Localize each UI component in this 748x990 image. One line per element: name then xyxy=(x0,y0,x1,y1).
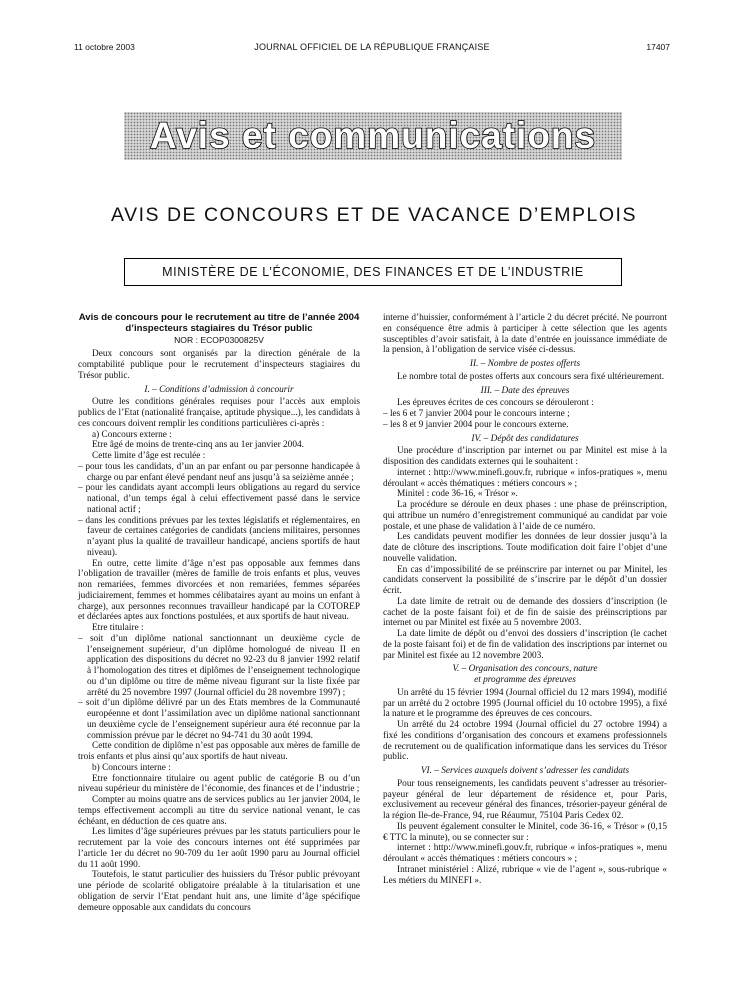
left-column xyxy=(78,313,360,913)
paragraph: Cette limite d’âge est reculée : xyxy=(92,451,206,462)
section-banner xyxy=(124,112,622,160)
ministry-name: MINISTÈRE DE L’ÉCONOMIE, DES FINANCES ET DE L’INDUSTRIE xyxy=(162,265,584,279)
banner-title: Avis et communications xyxy=(149,115,597,156)
paragraph: En outre, cette limite d’âge n’est pas opposable aux femmes dans l’obligation de travailler (mères de famille de trois enfants et plus, veuves non remariées, femmes divorcées et non remariées, femmes séparées judiciairement, femmes et hommes célibataires ayant au moins un enfant à charge), aux personnes reconnues travailleur handicapé par la COTOREP et déclarées aptes aux fonctions postulées, et aux sportifs de haut niveau. xyxy=(78,558,360,623)
nor-reference: NOR : ECOP0300825V xyxy=(174,334,264,345)
section-heading: V. – Organisation des concours, nature et programme des épreuves xyxy=(452,664,598,685)
paragraph: Etre titulaire : xyxy=(92,623,144,634)
paragraph: Un arrêté du 24 octobre 1994 (Journal officiel du 27 octobre 1994) a fixé les conditions d’organisation des concours et examens professionnels de recrutement ou de qualification informatique dans les services du Trésor public. xyxy=(383,720,667,763)
page-header xyxy=(74,38,670,54)
list-item: – les 6 et 7 janvier 2004 pour le concours interne ; xyxy=(383,409,570,419)
paragraph: internet : http://www.minefi.gouv.fr, rubrique « infos-pratiques », menu déroulant « accès thématiques : métiers concours » ; xyxy=(383,467,667,489)
paragraph: Intranet ministériel : Alizé, rubrique « vie de l’agent », sous-rubrique « Les métiers du MINEFI ». xyxy=(383,864,667,886)
section-heading: IV. – Dépôt des candidatures xyxy=(471,433,579,444)
paragraph: Les épreuves écrites de ces concours se dérouleront : xyxy=(397,398,594,409)
section-heading: II. – Nombre de postes offerts xyxy=(469,359,581,369)
right-column xyxy=(383,313,667,886)
paragraph: Un arrêté du 15 février 1994 (Journal officiel du 12 mars 1994), modifié par un arrêté du 2 octobre 1995 (Journal officiel du 10 octobre 1995), a fixé la nature et le programme des épreuves de ces concours. xyxy=(383,687,667,720)
section-heading: III. – Date des épreuves xyxy=(480,385,570,396)
paragraph: Deux concours sont organisés par la direction générale de la comptabilité publique pour le recrutement d’inspecteurs stagiaires du Trésor public. xyxy=(78,349,360,381)
article-title: Avis de concours pour le recrutement au titre de l’année 2004 d’inspecteurs stagiaires du Trésor public xyxy=(78,312,360,334)
paragraph: Ils peuvent également consulter le Minitel, code 36-16, « Trésor » (0,15 € TTC la minute), ou se connecter sur : xyxy=(383,821,667,843)
list-item: – soit d’un diplôme délivré par un des Etats membres de la Communauté européenne et dont l’assimilation avec un diplôme national sanctionnant un deuxième cycle de l’enseignement supérieur aura été reconnue par la commission prévue par le décret no 94-741 du 30 août 1994. xyxy=(78,698,360,741)
paragraph: Compter au moins quatre ans de services publics au 1er janvier 2004, le temps effectivement accompli au titre du service national venant, le cas échéant, en déduction de ces quatre ans. xyxy=(78,795,360,827)
paragraph: Etre âgé de moins de trente-cinq ans au 1er janvier 2004. xyxy=(92,440,304,451)
paragraph: Etre fonctionnaire titulaire ou agent public de catégorie B ou d’un niveau supérieur du ministère de l’économie, des finances et de l’industrie ; xyxy=(78,773,360,795)
paragraph: Pour tous renseignements, les candidats peuvent s’adresser au trésorier-payeur général de leur département de résidence et, pour Paris, exclusivement au receveur général des finances, trésorier-payeur général de la région Ile-de-France, 94, rue Réaumur, 75104 Paris Cedex 02. xyxy=(383,778,667,821)
list-item: – soit d’un diplôme national sanctionnant un deuxième cycle de l’enseignement supérieur, d’un diplôme homologué de niveau II en application des dispositions du décret no 92-23 du 8 janvier 1992 relatif à l’homologation des titres et diplômes de l’enseignement technologique ou d’un diplôme ou titre de même niveau figurant sur la liste fixée par arrêté du 25 novembre 1997 (Journal officiel du 28 novembre 1997) ; xyxy=(78,633,360,698)
section-title: AVIS DE CONCOURS ET DE VACANCE D’EMPLOIS xyxy=(111,204,637,226)
paragraph: Toutefois, le statut particulier des huissiers du Trésor public prévoyant une période de scolarité obligatoire préalable à la titularisation et une obligation de servir l’Etat pendant huit ans, une limite d’âge spécifique demeure opposable aux candidats du concours xyxy=(78,870,360,913)
list-item: – pour tous les candidats, d’un an par enfant ou par personne handicapée à charge ou par enfant élevé pendant neuf ans jusqu’à sa seizième année ; xyxy=(78,461,360,483)
paragraph: Outre les conditions générales requises pour l’accès aux emplois publics de l’Etat (nationalité française, aptitude physique...), les candidats à ces concours doivent remplir les conditions particulières ci-après : xyxy=(78,397,360,429)
list-item: – pour les candidats ayant accompli leurs obligations au regard du service national, d’un temps égal à celui effectivement passé dans le service national actif ; xyxy=(78,483,360,515)
paragraph: b) Concours interne : xyxy=(92,762,171,773)
issue-date: 11 octobre 2003 xyxy=(74,42,135,52)
paragraph: internet : http://www.minefi.gouv.fr, rubrique « infos-pratiques », menu déroulant « accès thématiques : métiers concours » ; xyxy=(383,843,667,864)
ministry-box xyxy=(124,258,622,286)
paragraph: Une procédure d’inscription par internet ou par Minitel est mise à la disposition des candidats externes qui le souhaitent : xyxy=(383,446,667,467)
journal-title: JOURNAL OFFICIEL DE LA RÉPUBLIQUE FRANÇAISE xyxy=(254,42,490,52)
page-number: 17407 xyxy=(646,42,670,52)
section-heading: VI. – Services auxquels doivent s’adresser les candidats xyxy=(420,766,630,776)
paragraph: Les limites d’âge supérieures prévues par les statuts particuliers pour le recrutement par la voie des concours internes ont été supprimées par l’article 1er du décret no 90-709 du 1er août 1990 paru au Journal officiel du 11 août 1990. xyxy=(78,827,360,870)
paragraph: Les candidats peuvent modifier les données de leur dossier jusqu’à la date de clôture des inscriptions. Toute modification doit faire l’objet d’une nouvelle validation. xyxy=(383,532,667,564)
paragraph: Cette condition de diplôme n’est pas opposable aux mères de famille de trois enfants et plus ainsi qu’aux sportifs de haut niveau. xyxy=(78,741,360,763)
paragraph: Minitel : code 36-16, « Trésor ». xyxy=(397,489,518,500)
paragraph: interne d’huissier, conformément à l’article 2 du décret précité. Ne pourront en conséquence être admis à participer à cette sélection que les agents susceptibles d’avoir satisfait, à la date d’entrée en jouissance immédiate de la pension, à l’obligation de service visée ci-dessus. xyxy=(383,313,667,356)
paragraph: a) Concours externe : xyxy=(92,429,172,440)
paragraph: La procédure se déroule en deux phases : une phase de préinscription, qui attribue un numéro d’enregistrement communiqué au candidat par voie postale, et une phase de validation à l’aide de ce numéro. xyxy=(383,500,667,532)
paragraph: La date limite de retrait ou de demande des dossiers d’inscription (le cachet de la poste faisant foi) et de fin de saisie des préinscriptions par internet ou par Minitel est fixée au 5 novembre 2003. xyxy=(383,596,667,629)
section-heading: I. – Conditions d’admission à concourir xyxy=(144,384,294,395)
paragraph: La date limite de dépôt ou d’envoi des dossiers d’inscription (le cachet de la poste faisant foi) et de fin de validation des inscriptions par internet ou par Minitel est fixée au 12 novembre 2003. xyxy=(383,629,667,661)
paragraph: En cas d’impossibilité de se préinscrire par internet ou par Minitel, les candidats conservent la possibilité de s’inscrire par le dépôt d’un dossier écrit. xyxy=(383,564,667,596)
list-item: – dans les conditions prévues par les textes législatifs et réglementaires, en faveur de certaines catégories de candidats (anciens militaires, personnes n’ayant plus la qualité de travailleur handicapé, anciens sportifs de haut niveau). xyxy=(78,515,360,558)
list-item: – les 8 et 9 janvier 2004 pour le concours externe. xyxy=(383,419,569,430)
paragraph: Le nombre total de postes offerts aux concours sera fixé ultérieurement. xyxy=(397,371,665,382)
